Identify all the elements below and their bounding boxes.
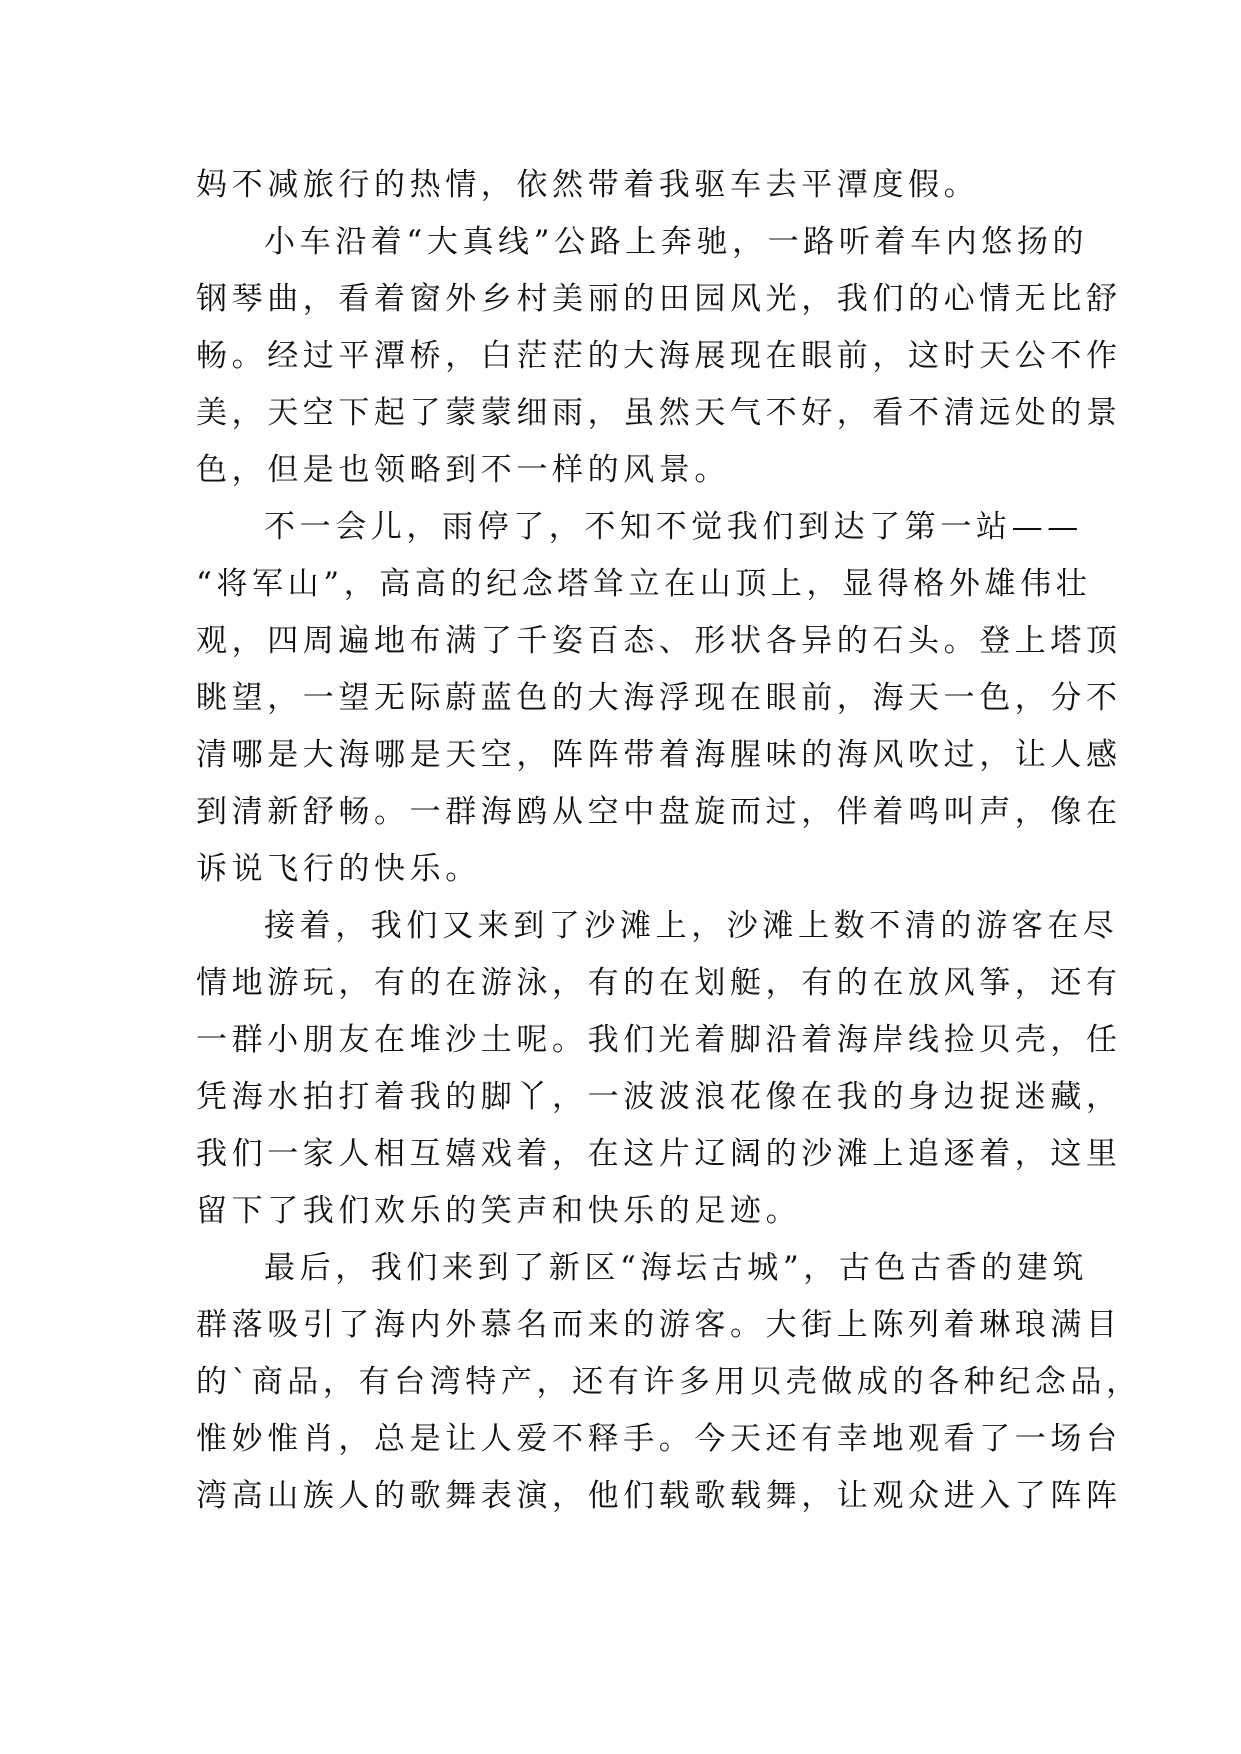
text-line: 最后，我们来到了新区“海坛古城”，古色古香的建筑 [264, 1250, 1089, 1286]
text-line: 我们一家人相互嬉戏着，在这片辽阔的沙滩上追逐着，这里 [196, 1136, 1122, 1172]
text-line: 凭海水拍打着我的脚丫，一波波浪花像在我的身边捉迷藏， [196, 1079, 1122, 1115]
text-line: 钢琴曲，看着窗外乡村美丽的田园风光，我们的心情无比舒 [196, 281, 1122, 317]
text-line: 情地游玩，有的在游泳，有的在划艇，有的在放风筝，还有 [196, 965, 1122, 1001]
text-line: 畅。经过平潭桥，白茫茫的大海展现在眼前，这时天公不作 [196, 338, 1122, 374]
text-line: 群落吸引了海内外慕名而来的游客。大街上陈列着琳琅满目 [196, 1307, 1122, 1343]
text-line: 眺望，一望无际蔚蓝色的大海浮现在眼前，海天一色，分不 [196, 680, 1122, 716]
text-line: 一群小朋友在堆沙土呢。我们光着脚沿着海岸线捡贝壳，任 [196, 1022, 1122, 1058]
text-line: 诉说飞行的快乐。 [196, 851, 481, 887]
text-line: 美，天空下起了蒙蒙细雨，虽然天气不好，看不清远处的景 [196, 395, 1122, 431]
text-line: 清哪是大海哪是天空，阵阵带着海腥味的海风吹过，让人感 [196, 737, 1122, 773]
text-line: 小车沿着“大真线”公路上奔驰，一路听着车内悠扬的 [264, 224, 1089, 260]
text-line: 的`商品，有台湾特产，还有许多用贝壳做成的各种纪念品， [196, 1364, 1142, 1400]
text-line: 妈不减旅行的热情，依然带着我驱车去平潭度假。 [196, 167, 980, 203]
document-body [196, 157, 1142, 1525]
text-line: 接着，我们又来到了沙滩上，沙滩上数不清的游客在尽 [264, 908, 1119, 944]
text-line: “将军山”，高高的纪念塔耸立在山顶上，显得格外雄伟壮 [196, 566, 1092, 602]
text-line: 到清新舒畅。一群海鸥从空中盘旋而过，伴着鸣叫声，像在 [196, 794, 1122, 830]
text-line: 留下了我们欢乐的笑声和快乐的足迹。 [196, 1193, 802, 1229]
text-line: 惟妙惟肖，总是让人爱不释手。今天还有幸地观看了一场台 [196, 1421, 1122, 1457]
text-line: 观，四周遍地布满了千姿百态、形状各异的石头。登上塔顶 [196, 623, 1122, 659]
text-line: 不一会儿，雨停了，不知不觉我们到达了第一站—— [264, 509, 1083, 545]
text-line: 湾高山族人的歌舞表演，他们载歌载舞，让观众进入了阵阵 [196, 1478, 1122, 1514]
text-line: 色，但是也领略到不一样的风景。 [196, 452, 730, 488]
